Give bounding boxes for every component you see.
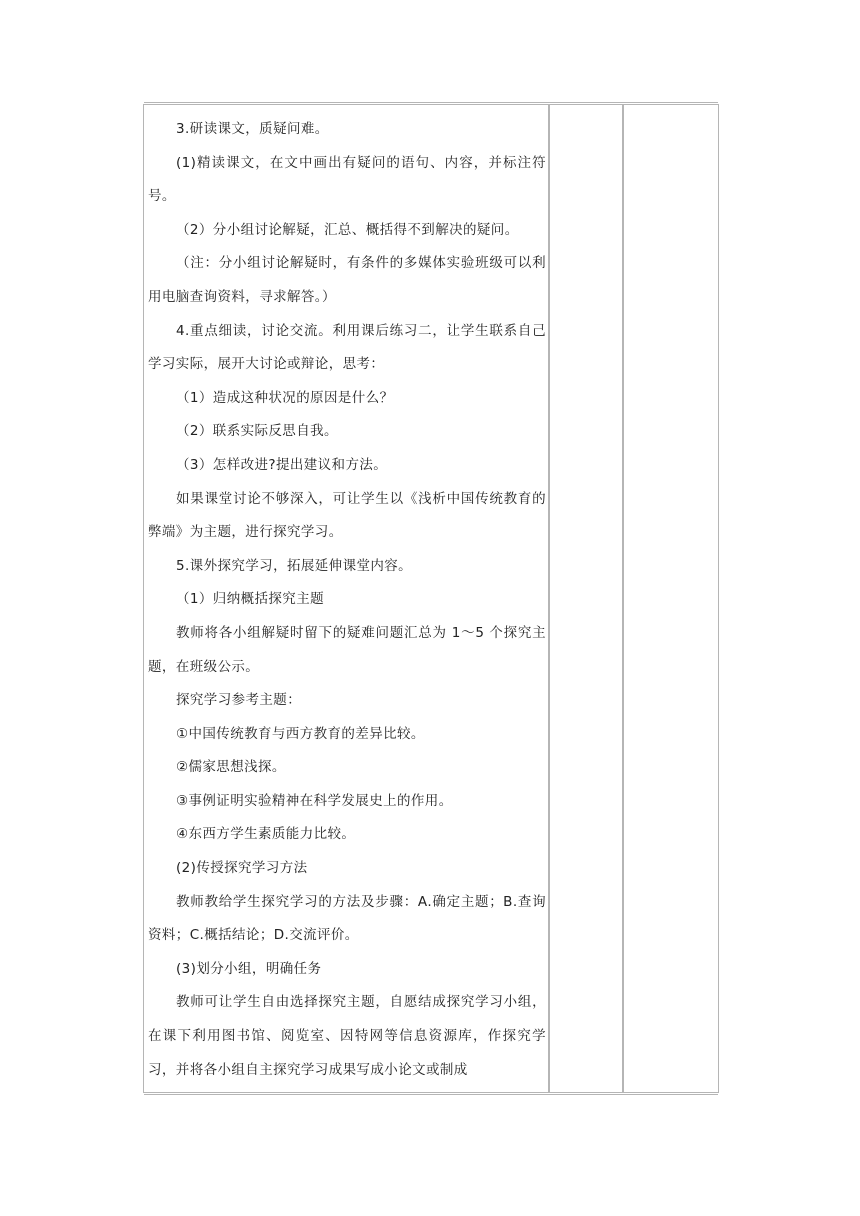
top-double-border — [144, 102, 718, 103]
content-paragraph: ②儒家思想浅探。 — [176, 759, 286, 776]
content-paragraph: （2）联系实际反思自我。 — [176, 423, 338, 440]
content-paragraph: (2)传授探究学习方法 — [176, 860, 308, 877]
content-paragraph: 如果课堂讨论不够深入，可让学生以《浅析中国传统教育的弊端》为主题，进行探究学习。 — [148, 490, 546, 541]
content-paragraph: （注：分小组讨论解疑时，有条件的多媒体实验班级可以利用电脑查询资料，寻求解答。） — [148, 255, 546, 305]
content-paragraph: (1)精读课文，在文中画出有疑问的语句、内容，并标注符号。 — [148, 154, 546, 205]
content-paragraph: (3)划分小组，明确任务 — [176, 960, 322, 977]
content-paragraph: 教师教给学生探究学习的方法及步骤：A.确定主题；B.查询资料；C.概括结论；D.交流评价。 — [148, 893, 546, 944]
teaching-content-cell — [148, 113, 546, 1087]
content-paragraph: ③事例证明实验精神在科学发展史上的作用。 — [176, 792, 453, 809]
content-paragraph: （1）造成这种状况的原因是什么？ — [176, 389, 394, 406]
content-paragraph: ①中国传统教育与西方教育的差异比较。 — [176, 725, 425, 742]
content-paragraph: （1）归纳概括探究主题 — [176, 591, 324, 608]
content-paragraph: 探究学习参考主题： — [176, 692, 302, 709]
lesson-plan-table — [143, 104, 719, 1093]
content-paragraph: ④东西方学生素质能力比较。 — [176, 826, 356, 843]
content-paragraph: 教师可让学生自由选择探究主题，自愿结成探究学习小组，在课下利用图书馆、阅览室、因特网等信息资源库，作探究学习，并将各小组自主探究学习成果写成小论文或制成 — [148, 994, 546, 1078]
notes-cell — [624, 105, 718, 1092]
content-paragraph: 教师将各小组解疑时留下的疑难问题汇总为 1～5 个探究主题，在班级公示。 — [148, 624, 546, 675]
bottom-double-border — [144, 1094, 718, 1095]
content-paragraph: （2）分小组讨论解疑，汇总、概括得不到解决的疑问。 — [176, 221, 519, 238]
content-paragraph: 5.课外探究学习，拓展延伸课堂内容。 — [176, 557, 413, 574]
content-paragraph: 3.研读课文，质疑问难。 — [176, 121, 329, 137]
content-paragraph: 4.重点细读，讨论交流。利用课后练习二，让学生联系自己学习实际，展开大讨论或辩论，思考： — [148, 322, 546, 373]
content-paragraph: （3）怎样改进?提出建议和方法。 — [176, 456, 388, 473]
teacher-activity-cell — [550, 105, 622, 1092]
